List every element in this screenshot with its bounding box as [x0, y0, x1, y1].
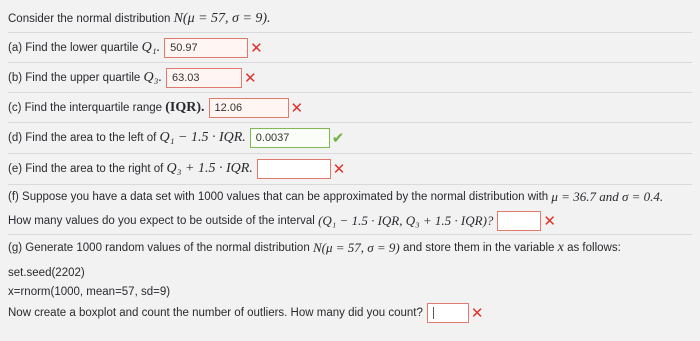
part-a-label: (a) Find the lower quartile [8, 41, 139, 54]
intro-row [8, 6, 692, 33]
part-f-line1 [8, 186, 692, 208]
intro-math: N(μ = 57, σ = 9). [173, 11, 271, 26]
incorrect-x-icon: ✕ [470, 304, 484, 322]
part-d-answer-field[interactable]: 0.0037 [250, 128, 330, 148]
part-d-row [8, 123, 692, 154]
part-g-tail: and store them in the variable [402, 242, 555, 254]
part-g-line-question [8, 300, 692, 326]
part-g-end: as follows: [567, 242, 621, 254]
incorrect-x-icon: ✕ [332, 160, 346, 178]
code-line-seed: set.seed(2202) [8, 267, 85, 279]
part-g-var: x [557, 240, 564, 255]
part-b-answer-field[interactable]: 63.03 [166, 68, 242, 88]
part-a-row [8, 33, 692, 63]
incorrect-x-icon: ✕ [290, 98, 304, 117]
part-d-math: Q₁ − 1.5 · IQR. [159, 130, 246, 145]
part-c-label: (c) Find the interquartile range [8, 101, 163, 114]
part-f-math: μ = 36.7 and σ = 0.4. [551, 189, 664, 204]
part-c-answer-field[interactable]: 12.06 [209, 98, 289, 118]
part-f-interval: (Q₁ − 1.5 · IQR, Q₃ + 1.5 · IQR)? [318, 213, 494, 228]
part-a-answer-field[interactable]: 50.97 [164, 38, 248, 58]
part-c-math: (IQR). [165, 99, 205, 115]
part-d-label: (d) Find the area to the left of [8, 132, 157, 144]
part-g-text: (g) Generate 1000 random values of the normal distribution [8, 242, 310, 254]
part-e-row [8, 154, 692, 185]
intro-text: Consider the normal distribution [8, 13, 171, 25]
incorrect-x-icon: ✕ [244, 68, 257, 87]
part-f-text: (f) Suppose you have a data set with 1000 values that can be approximated by the normal distribution with [8, 191, 549, 203]
part-e-label: (e) Find the area to the right of [8, 163, 164, 175]
part-f-question: How many values do you expect to be outside of the interval [8, 215, 315, 227]
code-line-rnorm: x=rnorm(1000, mean=57, sd=9) [8, 286, 171, 298]
part-g-math: N(μ = 57, σ = 9) [312, 240, 400, 255]
part-f-answer-field[interactable] [497, 211, 541, 231]
text-cursor [433, 307, 434, 319]
part-a-math: Q₁. [141, 39, 161, 55]
part-g-question: Now create a boxplot and count the number of outliers. How many did you count? [8, 307, 423, 319]
part-e-answer-field[interactable] [257, 159, 331, 179]
part-g-line1 [8, 236, 692, 260]
incorrect-x-icon: ✕ [543, 212, 556, 230]
part-b-math: Q₃. [143, 69, 163, 85]
part-b-label: (b) Find the upper quartile [8, 71, 141, 84]
part-b-row [8, 63, 692, 93]
part-f-line2 [8, 208, 692, 235]
part-c-row [8, 93, 692, 123]
correct-check-icon: ✔ [331, 129, 345, 147]
part-e-math: Q₃ + 1.5 · IQR. [166, 161, 253, 176]
incorrect-x-icon: ✕ [250, 38, 263, 57]
part-g-answer-field[interactable] [427, 303, 469, 323]
